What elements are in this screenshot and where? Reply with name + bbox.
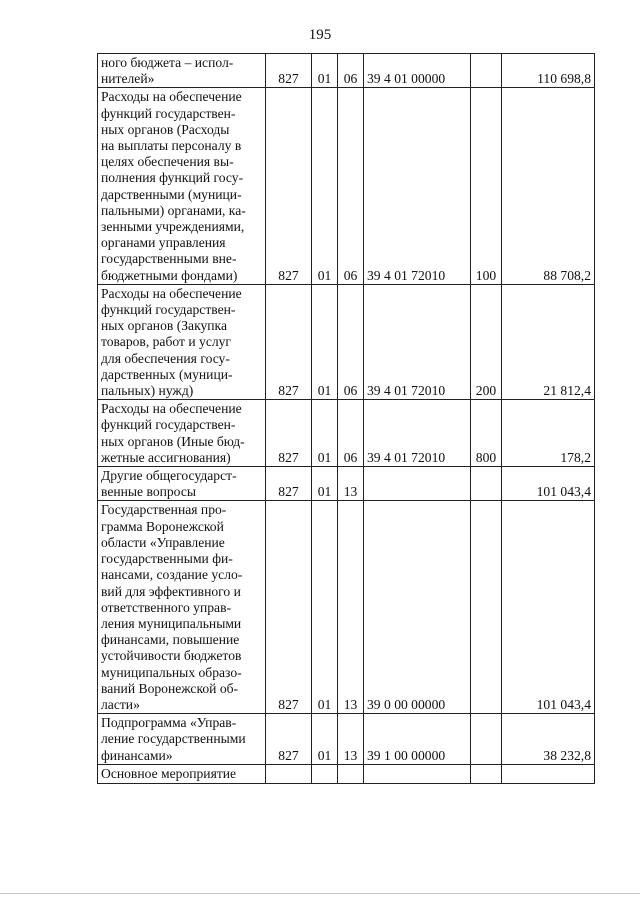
item-name-line: Государственная про-	[101, 502, 227, 518]
expense-type-code: 200	[471, 284, 502, 399]
item-name-line: органами управления	[101, 235, 226, 251]
item-name	[98, 764, 266, 783]
section-code: 01	[312, 284, 338, 399]
item-name-line: ных органов (Закупка	[101, 318, 227, 334]
item-name-line: вий для эффективного и	[101, 583, 241, 599]
target-article-code: 39 4 01 00000	[364, 54, 471, 88]
table-row	[98, 764, 595, 783]
item-name-line: Расходы на обеспечение	[101, 89, 242, 105]
table-body	[98, 54, 595, 784]
item-name	[98, 284, 266, 399]
item-name-line: дарственными (муници-	[101, 186, 242, 202]
item-name-line: дарственных (муници-	[101, 366, 233, 382]
budget-admin-code: 827	[266, 284, 312, 399]
expense-type-code: 100	[471, 88, 502, 284]
item-name-line: ного бюджета – испол-	[101, 55, 234, 70]
item-name-line: ваний Воронежской об-	[101, 680, 239, 696]
table-row	[98, 88, 595, 284]
item-name-line: Расходы на обеспечение	[101, 401, 242, 417]
section-code	[312, 764, 338, 783]
item-name-line: функций государствен-	[101, 302, 236, 318]
item-name-line: бюджетными фондами)	[101, 267, 238, 283]
item-name	[98, 501, 266, 714]
amount-value	[502, 764, 595, 783]
subsection-code: 13	[338, 714, 364, 765]
item-name-line: государственными фи-	[101, 551, 233, 567]
item-name	[98, 88, 266, 284]
item-name-line: нансами, создание усло-	[101, 567, 243, 583]
item-name-line: товаров, работ и услуг	[101, 334, 232, 350]
table-row	[98, 501, 595, 714]
amount-value: 178,2	[502, 400, 595, 467]
item-name-line: функций государствен-	[101, 105, 236, 121]
item-name-line: ответственного управ-	[101, 599, 232, 615]
amount-value: 110 698,8	[502, 54, 595, 88]
item-name-line: на выплаты персоналу в	[101, 138, 242, 154]
item-name-line: венные вопросы	[101, 484, 196, 500]
target-article-code	[364, 764, 471, 783]
item-name-line: ления муниципальными	[101, 615, 242, 631]
item-name	[98, 467, 266, 501]
item-name-line: области «Управление	[101, 534, 225, 550]
budget-admin-code: 827	[266, 88, 312, 284]
amount-value: 101 043,4	[502, 467, 595, 501]
target-article-code: 39 4 01 72010	[364, 88, 471, 284]
item-name-line: целях обеспечения вы-	[101, 154, 234, 170]
item-name-line: Подпрограмма «Управ-	[101, 715, 237, 731]
item-name-line: финансами, повышение	[101, 632, 240, 648]
budget-table	[97, 53, 595, 784]
item-name-line: муниципальных образо-	[101, 664, 242, 680]
item-name-line: Основное мероприятие	[101, 765, 237, 781]
item-name	[98, 400, 266, 467]
item-name-line: нителей»	[101, 71, 155, 87]
table-row	[98, 284, 595, 399]
subsection-code: 06	[338, 54, 364, 88]
amount-value: 21 812,4	[502, 284, 595, 399]
expense-type-code: 800	[471, 400, 502, 467]
item-name-line: пальными) органами, ка-	[101, 202, 246, 218]
item-name-line: жетные ассигнования)	[101, 449, 231, 465]
item-name-line: Другие общегосударст-	[101, 468, 237, 484]
item-name-line: ных органов (Иные бюд-	[101, 433, 245, 449]
amount-value: 101 043,4	[502, 501, 595, 714]
budget-admin-code	[266, 764, 312, 783]
target-article-code: 39 4 01 72010	[364, 284, 471, 399]
item-name-line: Расходы на обеспечение	[101, 285, 242, 301]
subsection-code: 06	[338, 400, 364, 467]
section-code: 01	[312, 467, 338, 501]
item-name	[98, 714, 266, 765]
item-name-line: финансами»	[101, 747, 173, 763]
item-name-line: устойчивости бюджетов	[101, 648, 242, 664]
item-name-line: ласти»	[101, 696, 140, 712]
budget-admin-code: 827	[266, 714, 312, 765]
table-row	[98, 400, 595, 467]
item-name-line: пальных) нужд)	[101, 383, 194, 399]
item-name-line: полнения функций госу-	[101, 170, 244, 186]
expense-type-code	[471, 501, 502, 714]
item-name-line: государственными вне-	[101, 251, 237, 267]
item-name-line: функций государствен-	[101, 417, 236, 433]
target-article-code	[364, 467, 471, 501]
budget-admin-code: 827	[266, 467, 312, 501]
subsection-code: 06	[338, 284, 364, 399]
subsection-code: 13	[338, 467, 364, 501]
section-code: 01	[312, 501, 338, 714]
target-article-code: 39 4 01 72010	[364, 400, 471, 467]
page-bottom-edge	[0, 893, 640, 894]
page-number: 195	[308, 27, 332, 43]
item-name-line: грамма Воронежской	[101, 518, 224, 534]
target-article-code: 39 0 00 00000	[364, 501, 471, 714]
expense-type-code	[471, 54, 502, 88]
item-name-line: ных органов (Расходы	[101, 121, 230, 137]
item-name-line: для обеспечения госу-	[101, 350, 230, 366]
section-code: 01	[312, 714, 338, 765]
amount-value: 88 708,2	[502, 88, 595, 284]
section-code: 01	[312, 400, 338, 467]
section-code: 01	[312, 54, 338, 88]
expense-type-code	[471, 764, 502, 783]
table-row	[98, 54, 595, 88]
expense-type-code	[471, 467, 502, 501]
item-name-line: зенными учреждениями,	[101, 219, 245, 235]
subsection-code: 13	[338, 501, 364, 714]
subsection-code: 06	[338, 88, 364, 284]
amount-value: 38 232,8	[502, 714, 595, 765]
target-article-code: 39 1 00 00000	[364, 714, 471, 765]
table-row	[98, 714, 595, 765]
table-row	[98, 467, 595, 501]
item-name	[98, 54, 266, 88]
section-code: 01	[312, 88, 338, 284]
expense-type-code	[471, 714, 502, 765]
item-name-line: ление государственными	[101, 731, 246, 747]
budget-admin-code: 827	[266, 400, 312, 467]
subsection-code	[338, 764, 364, 783]
budget-admin-code: 827	[266, 54, 312, 88]
budget-admin-code: 827	[266, 501, 312, 714]
